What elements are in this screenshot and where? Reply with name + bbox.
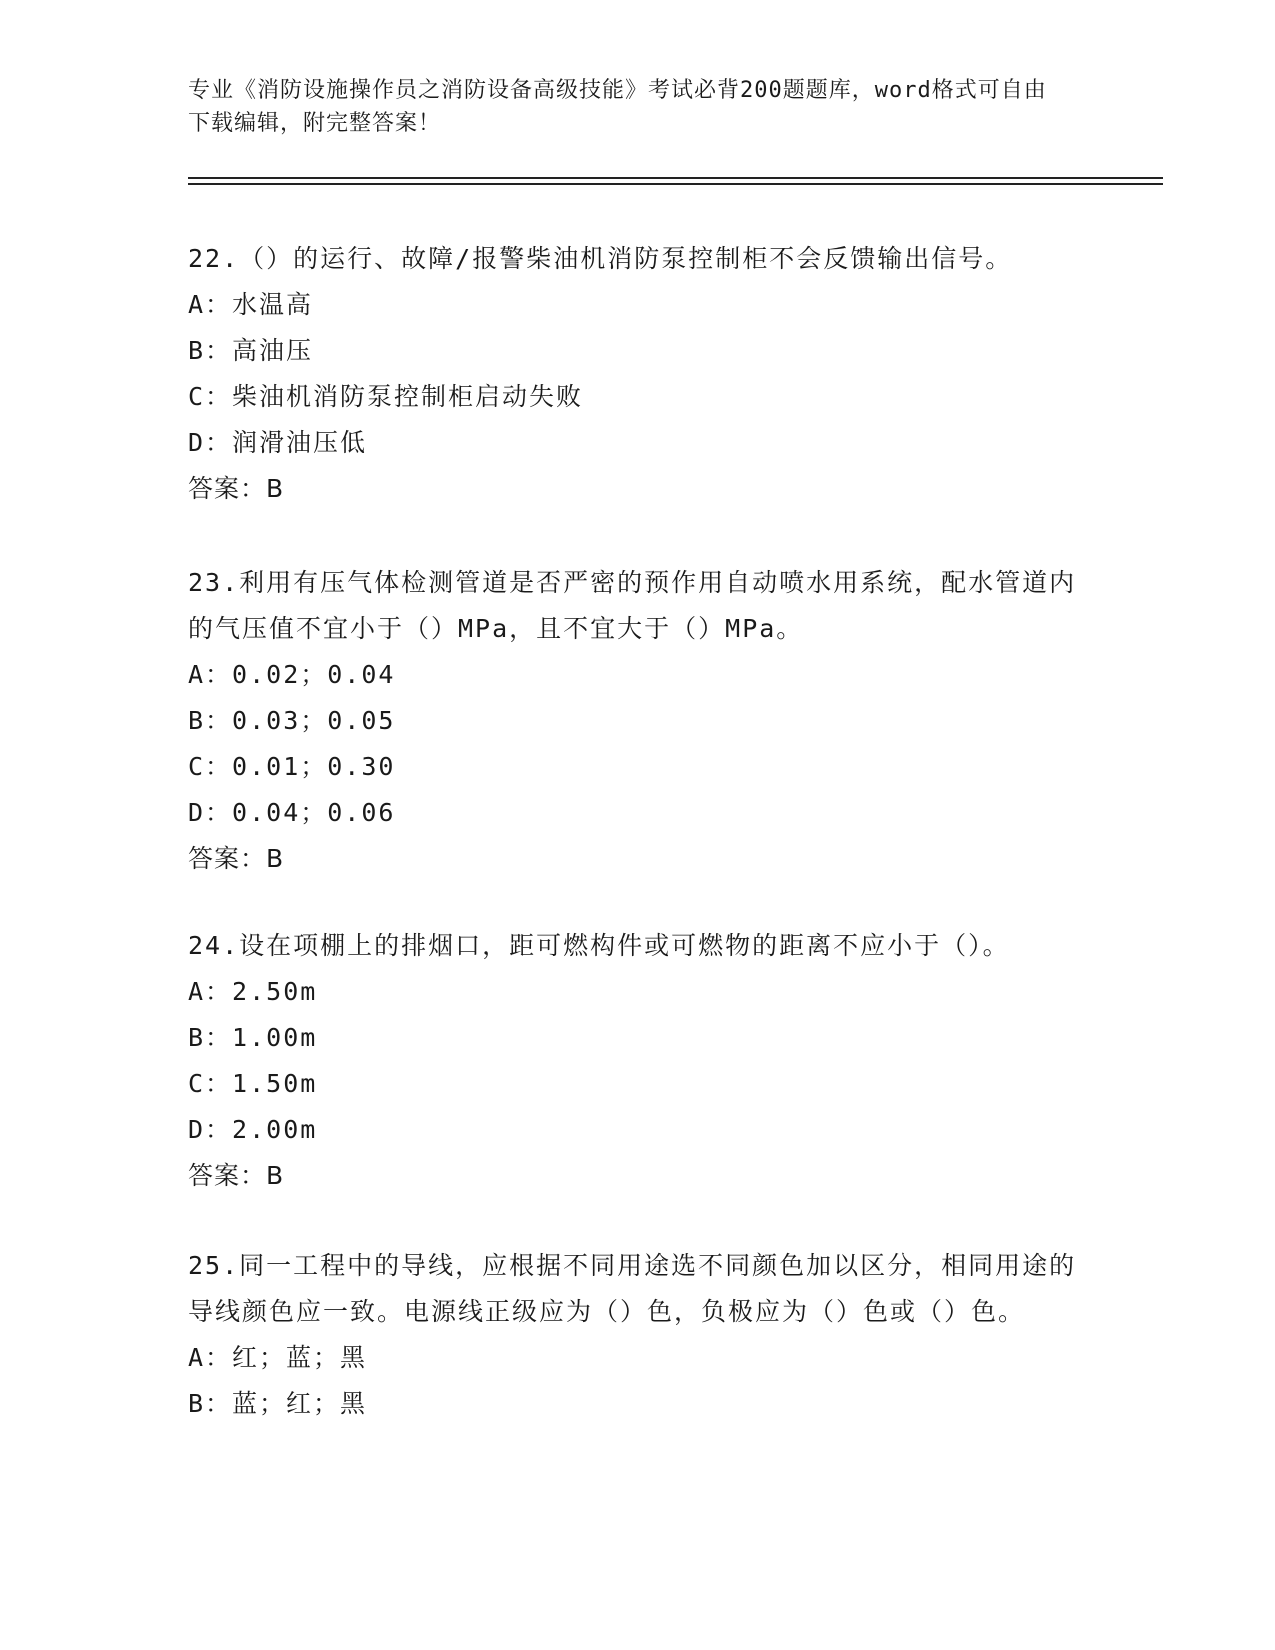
- header-title: 专业《消防设施操作员之消防设备高级技能》考试必背200题题库，word格式可自由下载编辑，附完整答案！: [188, 78, 1047, 136]
- header-divider-bottom: [188, 183, 1163, 185]
- option-b: B：0.03；0.05: [188, 706, 396, 735]
- option-d: D：2.00m: [188, 1115, 318, 1144]
- document-header: [188, 74, 1068, 140]
- option-d: D：润滑油压低: [188, 428, 368, 457]
- option-c: C：柴油机消防泵控制柜启动失败: [188, 382, 584, 411]
- question-24: [188, 923, 1088, 1199]
- option-a: A：0.02；0.04: [188, 660, 396, 689]
- header-divider-top: [188, 177, 1163, 179]
- answer-line: 答案：B: [188, 1161, 285, 1190]
- question-text: 25.同一工程中的导线，应根据不同用途选不同颜色加以区分，相同用途的导线颜色应一致。电源线正级应为（）色，负极应为（）色或（）色。: [188, 1251, 1077, 1326]
- question-23: [188, 560, 1088, 882]
- option-d: D：0.04；0.06: [188, 798, 396, 827]
- option-a: A：红；蓝；黑: [188, 1343, 368, 1372]
- option-b: B：1.00m: [188, 1023, 318, 1052]
- option-b: B：高油压: [188, 336, 314, 365]
- answer-line: 答案：B: [188, 474, 285, 503]
- question-22: [188, 236, 1088, 512]
- question-text: 23.利用有压气体检测管道是否严密的预作用自动喷水用系统，配水管道内的气压值不宜小于（）MPa，且不宜大于（）MPa。: [188, 568, 1077, 643]
- question-25: [188, 1243, 1088, 1427]
- question-text: 24.设在项棚上的排烟口，距可燃构件或可燃物的距离不应小于（）。: [188, 931, 1010, 960]
- option-a: A：水温高: [188, 290, 314, 319]
- answer-line: 答案：B: [188, 844, 285, 873]
- question-text: 22.（）的运行、故障/报警柴油机消防泵控制柜不会反馈输出信号。: [188, 244, 1013, 273]
- option-a: A：2.50m: [188, 977, 318, 1006]
- option-c: C：1.50m: [188, 1069, 318, 1098]
- option-b: B：蓝；红；黑: [188, 1389, 368, 1418]
- option-c: C：0.01；0.30: [188, 752, 396, 781]
